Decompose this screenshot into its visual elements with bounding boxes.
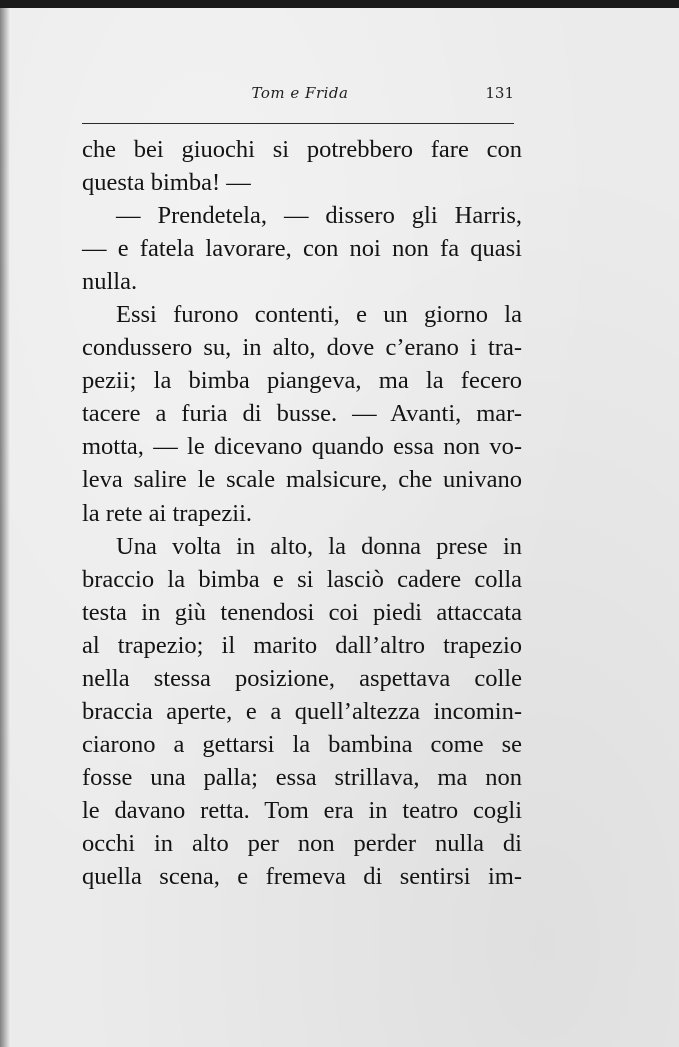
text-line: che bei giuochi si potrebbero fare con: [82, 136, 522, 163]
text-line: condussero su, in alto, dove c’erano i tra-: [82, 334, 522, 362]
running-title: Tom e Frida: [251, 84, 349, 102]
text-line: quella scena, e fremeva di sentirsi im-: [82, 863, 522, 891]
text-line: ciarono a gettarsi la bambina come se: [82, 730, 522, 758]
text-line: braccio la bimba e si lasciò cadere colla: [82, 565, 522, 593]
text-line: la rete ai trapezii.: [82, 499, 253, 527]
page-number: 131: [485, 84, 514, 102]
text-line: nella stessa posizione, aspettava colle: [82, 664, 522, 692]
text-line: tacere a furia di busse. — Avanti, mar-: [82, 400, 522, 428]
text-line: pezii; la bimba piangeva, ma la fecero: [82, 367, 522, 395]
text-line: Una volta in alto, la donna prese in: [116, 532, 522, 560]
page-edge-shadow: [0, 8, 10, 1047]
text-line: fosse una palla; essa strillava, ma non: [82, 763, 522, 791]
text-line: le davano retta. Tom era in teatro cogli: [82, 796, 522, 824]
text-line: braccia aperte, e a quell’altezza incomin-: [82, 697, 522, 725]
text-line: — Prendetela, — dissero gli Harris,: [116, 202, 522, 230]
text-line: — e fatela lavorare, con noi non fa quasi: [82, 235, 522, 263]
header-rule: [82, 123, 514, 124]
text-line: Essi furono contenti, e un giorno la: [116, 301, 522, 329]
body-text: [82, 133, 522, 893]
text-line: testa in giù tenendosi coi piedi attaccata: [82, 598, 522, 626]
text-line: nulla.: [82, 268, 138, 296]
text-line: motta, — le dicevano quando essa non vo-: [82, 433, 522, 461]
text-line: al trapezio; il marito dall’altro trapezio: [82, 631, 522, 659]
text-line: questa bimba! —: [82, 169, 251, 197]
text-line: leva salire le scale malsicure, che univano: [82, 466, 522, 494]
page-header: [82, 84, 518, 114]
text-line: occhi in alto per non perder nulla di: [82, 829, 522, 857]
